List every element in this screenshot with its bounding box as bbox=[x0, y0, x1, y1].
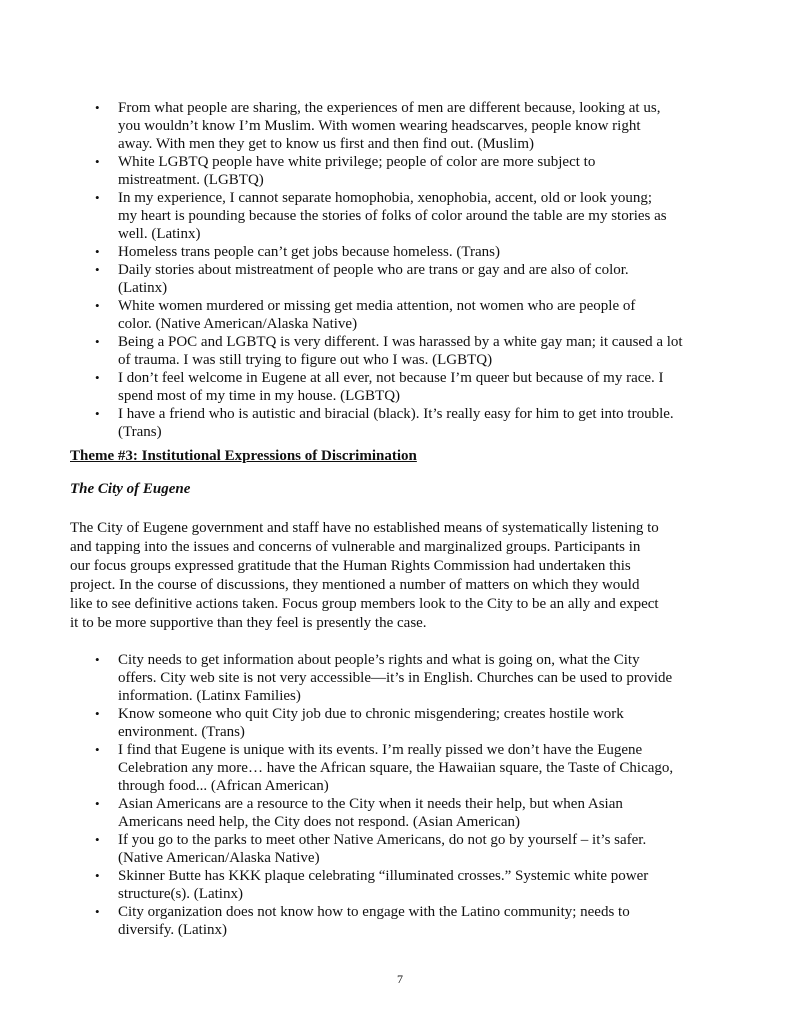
list-item bbox=[0, 153, 800, 189]
list-item-line: well. (Latinx) bbox=[118, 226, 201, 242]
paragraph-line: project. In the course of discussions, they mentioned a number of matters on which they would bbox=[70, 577, 640, 593]
list-item-line: my heart is pounding because the stories of folks of color around the table are my stories as bbox=[118, 208, 667, 224]
list-item bbox=[0, 795, 800, 831]
list-item bbox=[0, 261, 800, 297]
list-item bbox=[0, 705, 800, 741]
bullet-icon: • bbox=[95, 334, 100, 349]
list-item-line: mistreatment. (LGBTQ) bbox=[118, 172, 264, 188]
bullet-icon: • bbox=[95, 154, 100, 169]
list-item-line: Asian Americans are a resource to the City when it needs their help, but when Asian bbox=[118, 796, 623, 812]
paragraph-line: it to be more supportive than they feel is presently the case. bbox=[70, 615, 427, 631]
list-item-line: City organization does not know how to engage with the Latino community; needs to bbox=[118, 904, 630, 920]
bullet-icon: • bbox=[95, 190, 100, 205]
bullet-list-city bbox=[0, 651, 800, 939]
bullet-icon: • bbox=[95, 868, 100, 883]
list-item bbox=[0, 243, 800, 261]
list-item-line: environment. (Trans) bbox=[118, 724, 245, 740]
list-item-line: I don’t feel welcome in Eugene at all ever, not because I’m queer but because of my race. I bbox=[118, 370, 664, 386]
list-item-line: of trauma. I was still trying to figure out who I was. (LGBTQ) bbox=[118, 352, 493, 368]
list-item-line: you wouldn’t know I’m Muslim. With women wearing headscarves, people know right bbox=[118, 118, 641, 134]
list-item bbox=[0, 651, 800, 705]
list-item-line: I find that Eugene is unique with its events. I’m really pissed we don’t have the Eugene bbox=[118, 742, 643, 758]
list-item bbox=[0, 405, 800, 441]
list-item-line: City needs to get information about people’s rights and what is going on, what the City bbox=[118, 652, 640, 668]
list-item bbox=[0, 369, 800, 405]
list-item-line: away. With men they get to know us first and then find out. (Muslim) bbox=[118, 136, 535, 152]
bullet-icon: • bbox=[95, 262, 100, 277]
list-item-line: spend most of my time in my house. (LGBTQ) bbox=[118, 388, 401, 404]
list-item-line: Homeless trans people can’t get jobs because homeless. (Trans) bbox=[118, 244, 500, 260]
list-item-line: Know someone who quit City job due to chronic misgendering; creates hostile work bbox=[118, 706, 624, 722]
list-item-line: color. (Native American/Alaska Native) bbox=[118, 316, 358, 332]
bullet-icon: • bbox=[95, 370, 100, 385]
list-item bbox=[0, 189, 800, 243]
page-number: 7 bbox=[397, 972, 403, 986]
section-heading: Theme #3: Institutional Expressions of Discrimination bbox=[70, 448, 417, 464]
paragraph-line: like to see definitive actions taken. Focus group members look to the City to be an ally and expect bbox=[70, 596, 659, 612]
bullet-list-experiences bbox=[0, 99, 800, 441]
bullet-icon: • bbox=[95, 652, 100, 667]
list-item-line: White women murdered or missing get media attention, not women who are people of bbox=[118, 298, 636, 314]
list-item-line: Daily stories about mistreatment of people who are trans or gay and are also of color. bbox=[118, 262, 629, 278]
body-paragraph bbox=[70, 519, 659, 633]
subsection-heading: The City of Eugene bbox=[70, 481, 191, 497]
bullet-icon: • bbox=[95, 904, 100, 919]
list-item bbox=[0, 333, 800, 369]
bullet-icon: • bbox=[95, 100, 100, 115]
bullet-icon: • bbox=[95, 742, 100, 757]
list-item-line: If you go to the parks to meet other Native Americans, do not go by yourself – it’s safer. bbox=[118, 832, 647, 848]
list-item bbox=[0, 831, 800, 867]
list-item-line: diversify. (Latinx) bbox=[118, 922, 227, 938]
list-item-line: From what people are sharing, the experiences of men are different because, looking at us, bbox=[118, 100, 661, 116]
bullet-icon: • bbox=[95, 796, 100, 811]
list-item bbox=[0, 867, 800, 903]
list-item-line: Skinner Butte has KKK plaque celebrating “illuminated crosses.” Systemic white power bbox=[118, 868, 649, 884]
list-item-line: Being a POC and LGBTQ is very different. I was harassed by a white gay man; it caused a lot bbox=[118, 334, 683, 350]
bullet-icon: • bbox=[95, 706, 100, 721]
list-item-line: (Native American/Alaska Native) bbox=[118, 850, 320, 866]
list-item-line: Celebration any more… have the African square, the Hawaiian square, the Taste of Chicago, bbox=[118, 760, 674, 776]
list-item-line: through food... (African American) bbox=[118, 778, 329, 794]
list-item-line: structure(s). (Latinx) bbox=[118, 886, 243, 902]
list-item-line: (Latinx) bbox=[118, 280, 168, 296]
list-item-line: In my experience, I cannot separate homophobia, xenophobia, accent, old or look young; bbox=[118, 190, 652, 206]
bullet-icon: • bbox=[95, 298, 100, 313]
list-item-line: (Trans) bbox=[118, 424, 162, 440]
paragraph-line: our focus groups expressed gratitude that the Human Rights Commission had undertaken this bbox=[70, 558, 631, 574]
list-item-line: information. (Latinx Families) bbox=[118, 688, 301, 704]
paragraph-line: and tapping into the issues and concerns of vulnerable and marginalized groups. Participants in bbox=[70, 539, 641, 555]
list-item-line: Americans need help, the City does not respond. (Asian American) bbox=[118, 814, 520, 830]
list-item bbox=[0, 99, 800, 153]
bullet-icon: • bbox=[95, 406, 100, 421]
bullet-icon: • bbox=[95, 832, 100, 847]
paragraph-line: The City of Eugene government and staff have no established means of systematically listening to bbox=[70, 520, 659, 536]
list-item-line: White LGBTQ people have white privilege; people of color are more subject to bbox=[118, 154, 596, 170]
bullet-icon: • bbox=[95, 244, 100, 259]
list-item bbox=[0, 297, 800, 333]
list-item bbox=[0, 903, 800, 939]
list-item bbox=[0, 741, 800, 795]
list-item-line: offers. City web site is not very accessible—it’s in English. Churches can be used to provide bbox=[118, 670, 673, 686]
list-item-line: I have a friend who is autistic and biracial (black). It’s really easy for him to get into trouble. bbox=[118, 406, 674, 422]
